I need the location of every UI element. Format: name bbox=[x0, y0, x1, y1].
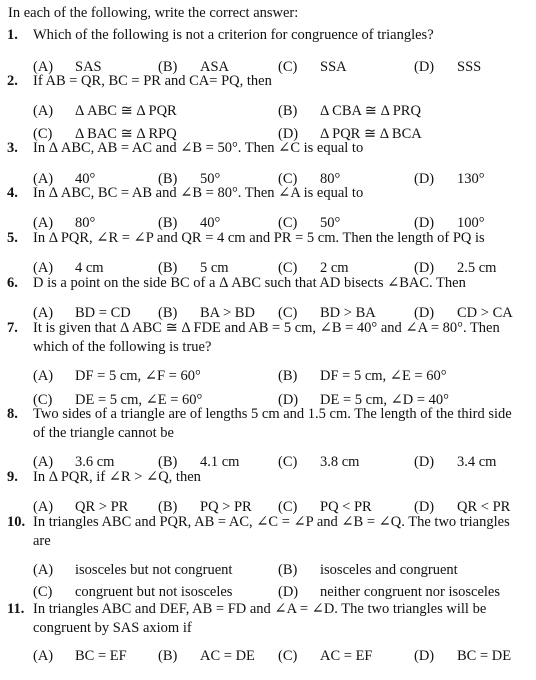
option-label: (B) bbox=[278, 103, 298, 119]
option-label: (C) bbox=[278, 499, 298, 515]
question-text: In Δ ABC, BC = AB and ∠B = 80°. Then ∠A is equal to bbox=[33, 185, 364, 201]
option-text: AC = EF bbox=[320, 648, 373, 664]
option-label: (C) bbox=[33, 126, 53, 142]
option-label: (A) bbox=[33, 59, 54, 75]
question-number: 9. bbox=[7, 469, 18, 485]
option-label: (D) bbox=[414, 59, 435, 75]
option-text: DF = 5 cm, ∠F = 60° bbox=[75, 368, 201, 384]
option-label: (B) bbox=[278, 368, 298, 384]
question-number: 6. bbox=[7, 275, 18, 291]
option-label: (B) bbox=[158, 648, 178, 664]
question-text: In Δ ABC, AB = AC and ∠B = 50°. Then ∠C is equal to bbox=[33, 140, 364, 156]
option-text: Δ ABC ≅ Δ PQR bbox=[75, 103, 177, 119]
option-text: 4 cm bbox=[75, 260, 104, 276]
option-label: (B) bbox=[158, 454, 178, 470]
option-text: PQ < PR bbox=[320, 499, 372, 515]
option-text: BD = CD bbox=[75, 305, 131, 321]
option-text: AC = DE bbox=[200, 648, 255, 664]
option-text: CD > CA bbox=[457, 305, 513, 321]
option-label: (D) bbox=[278, 392, 299, 408]
option-label: (C) bbox=[278, 454, 298, 470]
option-label: (A) bbox=[33, 499, 54, 515]
option-label: (B) bbox=[158, 215, 178, 231]
option-label: (D) bbox=[278, 584, 299, 600]
option-text: 80° bbox=[75, 215, 96, 231]
option-text: isosceles and congruent bbox=[320, 562, 458, 578]
option-text: 3.6 cm bbox=[75, 454, 115, 470]
option-label: (A) bbox=[33, 305, 54, 321]
option-text: BC = EF bbox=[75, 648, 127, 664]
question-text: are bbox=[33, 533, 51, 549]
option-label: (C) bbox=[278, 305, 298, 321]
option-label: (A) bbox=[33, 171, 54, 187]
question-text: In Δ PQR, if ∠R > ∠Q, then bbox=[33, 469, 201, 485]
option-text: Δ BAC ≅ Δ RPQ bbox=[75, 126, 177, 142]
question-text: In triangles ABC and DEF, AB = FD and ∠A = ∠D. The two triangles will be bbox=[33, 601, 487, 617]
question-number: 7. bbox=[7, 320, 18, 336]
option-text: DE = 5 cm, ∠D = 40° bbox=[320, 392, 449, 408]
option-text: 5 cm bbox=[200, 260, 229, 276]
option-label: (C) bbox=[278, 171, 298, 187]
question-text: Which of the following is not a criterion for congruence of triangles? bbox=[33, 27, 434, 43]
option-text: SSS bbox=[457, 59, 482, 75]
option-label: (D) bbox=[414, 305, 435, 321]
option-label: (D) bbox=[414, 215, 435, 231]
option-text: congruent but not isosceles bbox=[75, 584, 233, 600]
question-text: It is given that Δ ABC ≅ Δ FDE and AB = 5 cm, ∠B = 40° and ∠A = 80°. Then bbox=[33, 320, 500, 336]
option-label: (C) bbox=[33, 584, 53, 600]
option-text: BA > BD bbox=[200, 305, 255, 321]
option-text: 40° bbox=[75, 171, 96, 187]
option-label: (A) bbox=[33, 454, 54, 470]
option-text: neither congruent nor isosceles bbox=[320, 584, 500, 600]
option-label: (B) bbox=[158, 499, 178, 515]
question-number: 2. bbox=[7, 73, 18, 89]
option-text: 4.1 cm bbox=[200, 454, 240, 470]
option-text: 50° bbox=[200, 171, 221, 187]
option-label: (C) bbox=[33, 392, 53, 408]
option-text: BC = DE bbox=[457, 648, 512, 664]
question-number: 4. bbox=[7, 185, 18, 201]
question-number: 8. bbox=[7, 406, 18, 422]
option-label: (D) bbox=[414, 454, 435, 470]
option-text: 2 cm bbox=[320, 260, 349, 276]
option-text: ASA bbox=[200, 59, 230, 75]
option-label: (B) bbox=[158, 305, 178, 321]
option-text: 130° bbox=[457, 171, 485, 187]
option-text: PQ > PR bbox=[200, 499, 252, 515]
question-text: Two sides of a triangle are of lengths 5 cm and 1.5 cm. The length of the third side bbox=[33, 406, 512, 422]
option-label: (A) bbox=[33, 368, 54, 384]
option-text: isosceles but not congruent bbox=[75, 562, 233, 578]
question-text: congruent by SAS axiom if bbox=[33, 620, 192, 636]
option-label: (A) bbox=[33, 215, 54, 231]
option-label: (A) bbox=[33, 648, 54, 664]
question-text: In Δ PQR, ∠R = ∠P and QR = 4 cm and PR = 5 cm. Then the length of PQ is bbox=[33, 230, 485, 246]
question-text: If AB = QR, BC = PR and CA= PQ, then bbox=[33, 73, 272, 89]
option-text: DF = 5 cm, ∠E = 60° bbox=[320, 368, 447, 384]
option-text: 2.5 cm bbox=[457, 260, 497, 276]
option-text: 3.8 cm bbox=[320, 454, 360, 470]
option-label: (D) bbox=[414, 648, 435, 664]
option-label: (B) bbox=[158, 59, 178, 75]
option-label: (A) bbox=[33, 260, 54, 276]
option-text: 3.4 cm bbox=[457, 454, 497, 470]
instructions-heading: In each of the following, write the correct answer: bbox=[8, 5, 299, 21]
option-label: (B) bbox=[278, 562, 298, 578]
option-label: (D) bbox=[414, 171, 435, 187]
option-label: (C) bbox=[278, 59, 298, 75]
option-label: (C) bbox=[278, 648, 298, 664]
question-number: 3. bbox=[7, 140, 18, 156]
question-number: 1. bbox=[7, 27, 18, 43]
option-text: DE = 5 cm, ∠E = 60° bbox=[75, 392, 203, 408]
option-text: 50° bbox=[320, 215, 341, 231]
option-label: (D) bbox=[278, 126, 299, 142]
option-text: BD > BA bbox=[320, 305, 376, 321]
option-text: QR < PR bbox=[457, 499, 511, 515]
option-label: (C) bbox=[278, 215, 298, 231]
option-text: 80° bbox=[320, 171, 341, 187]
option-text: 40° bbox=[200, 215, 221, 231]
option-text: QR > PR bbox=[75, 499, 129, 515]
question-number: 11. bbox=[7, 601, 25, 617]
question-text: D is a point on the side BC of a Δ ABC such that AD bisects ∠BAC. Then bbox=[33, 275, 466, 291]
option-label: (D) bbox=[414, 499, 435, 515]
option-label: (B) bbox=[158, 171, 178, 187]
question-number: 5. bbox=[7, 230, 18, 246]
question-text: of the triangle cannot be bbox=[33, 425, 174, 441]
question-number: 10. bbox=[7, 514, 26, 530]
option-text: SSA bbox=[320, 59, 347, 75]
option-label: (A) bbox=[33, 103, 54, 119]
option-text: 100° bbox=[457, 215, 485, 231]
question-text: In triangles ABC and PQR, AB = AC, ∠C = ∠P and ∠B = ∠Q. The two triangles bbox=[33, 514, 510, 530]
option-text: SAS bbox=[75, 59, 102, 75]
question-text: which of the following is true? bbox=[33, 339, 212, 355]
option-label: (C) bbox=[278, 260, 298, 276]
option-text: Δ PQR ≅ Δ BCA bbox=[320, 126, 422, 142]
option-label: (B) bbox=[158, 260, 178, 276]
option-label: (D) bbox=[414, 260, 435, 276]
option-text: Δ CBA ≅ Δ PRQ bbox=[320, 103, 421, 119]
option-label: (A) bbox=[33, 562, 54, 578]
